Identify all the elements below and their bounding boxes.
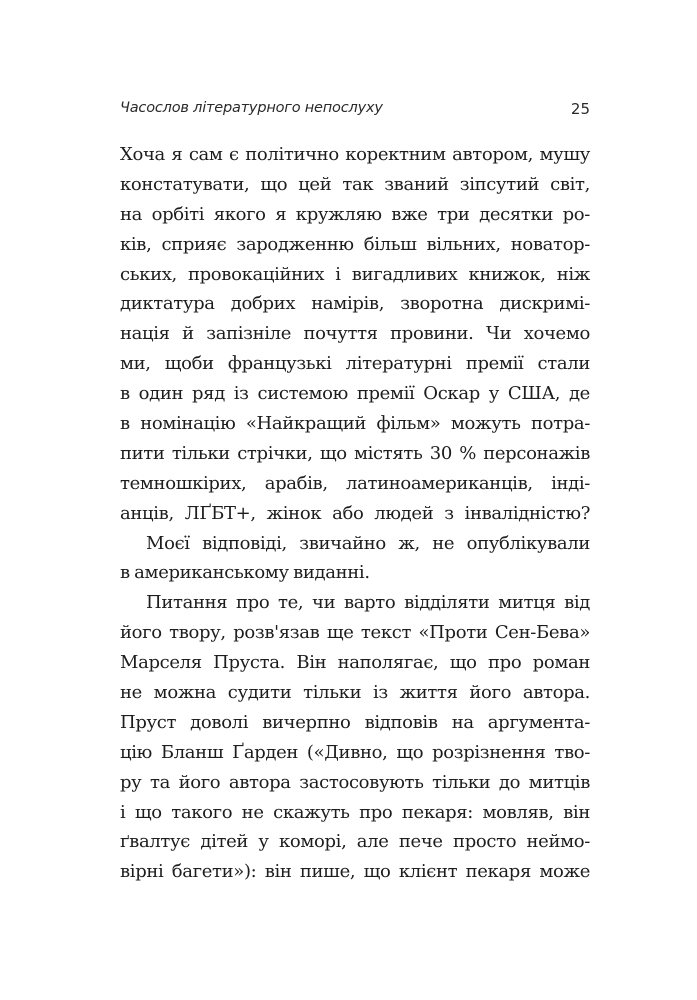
text-line: нація й запізніле почуття провини. Чи хочемо: [120, 323, 590, 345]
text-line: в американському виданні.: [120, 562, 370, 584]
text-line: ків, сприяє зародженню більш вільних, новатор-: [120, 233, 590, 255]
text-line: анців, ЛҐБТ+, жінок або людей з інвалідністю?: [120, 502, 590, 524]
running-header: [120, 100, 590, 124]
paragraph: [120, 529, 590, 589]
text-line: і що такого не скажуть про пекаря: мовляв, він: [120, 801, 590, 823]
text-line: в номінацію «Найкращий фільм» можуть потра-: [120, 413, 590, 435]
text-line: Марселя Пруста. Він наполягає, що про роман: [120, 652, 590, 674]
text-line: ґвалтує дітей у коморі, але пече просто неймо-: [120, 831, 590, 853]
body-text: [120, 140, 590, 887]
text-line: констатувати, що цей так званий зіпсутий світ,: [120, 173, 590, 195]
running-title: Часослов літературного непослуху: [120, 100, 383, 116]
paragraph: [120, 588, 590, 887]
text-line: на орбіті якого я кружляю вже три десятки ро-: [120, 203, 590, 225]
text-line: ру та його автора застосовують тільки до митців: [120, 771, 590, 793]
text-line: вірні багети»): він пише, що клієнт пекаря може: [120, 861, 590, 883]
text-line: пити тільки стрічки, що містять 30 % персонажів: [120, 442, 590, 464]
text-line: в один ряд із системою премії Оскар у США, де: [120, 383, 590, 405]
text-line: диктатура добрих намірів, зворотна дискримі-: [120, 293, 590, 315]
text-line: темношкірих, арабів, латиноамериканців, інді-: [120, 472, 590, 494]
text-line: ських, провокаційних і вигадливих книжок, ніж: [120, 263, 590, 285]
text-line: Питання про те, чи варто відділяти митця від: [146, 592, 590, 614]
text-line: Хоча я сам є політично коректним автором, мушу: [120, 144, 590, 165]
text-line: його твору, розв'язав ще текст «Проти Сен-Бева»: [120, 622, 590, 644]
text-line: не можна судити тільки із життя його автора.: [120, 682, 590, 704]
text-line: Пруст доволі вичерпно відповів на аргумента-: [120, 711, 590, 733]
text-line: цію Бланш Ґарден («Дивно, що розрізнення тво-: [120, 741, 590, 763]
page-number: 25: [570, 100, 590, 118]
paragraph: [120, 140, 590, 529]
text-line: Моєї відповіді, звичайно ж, не опублікували: [146, 532, 590, 554]
text-line: ми, щоби французькі літературні премії стали: [120, 353, 590, 375]
